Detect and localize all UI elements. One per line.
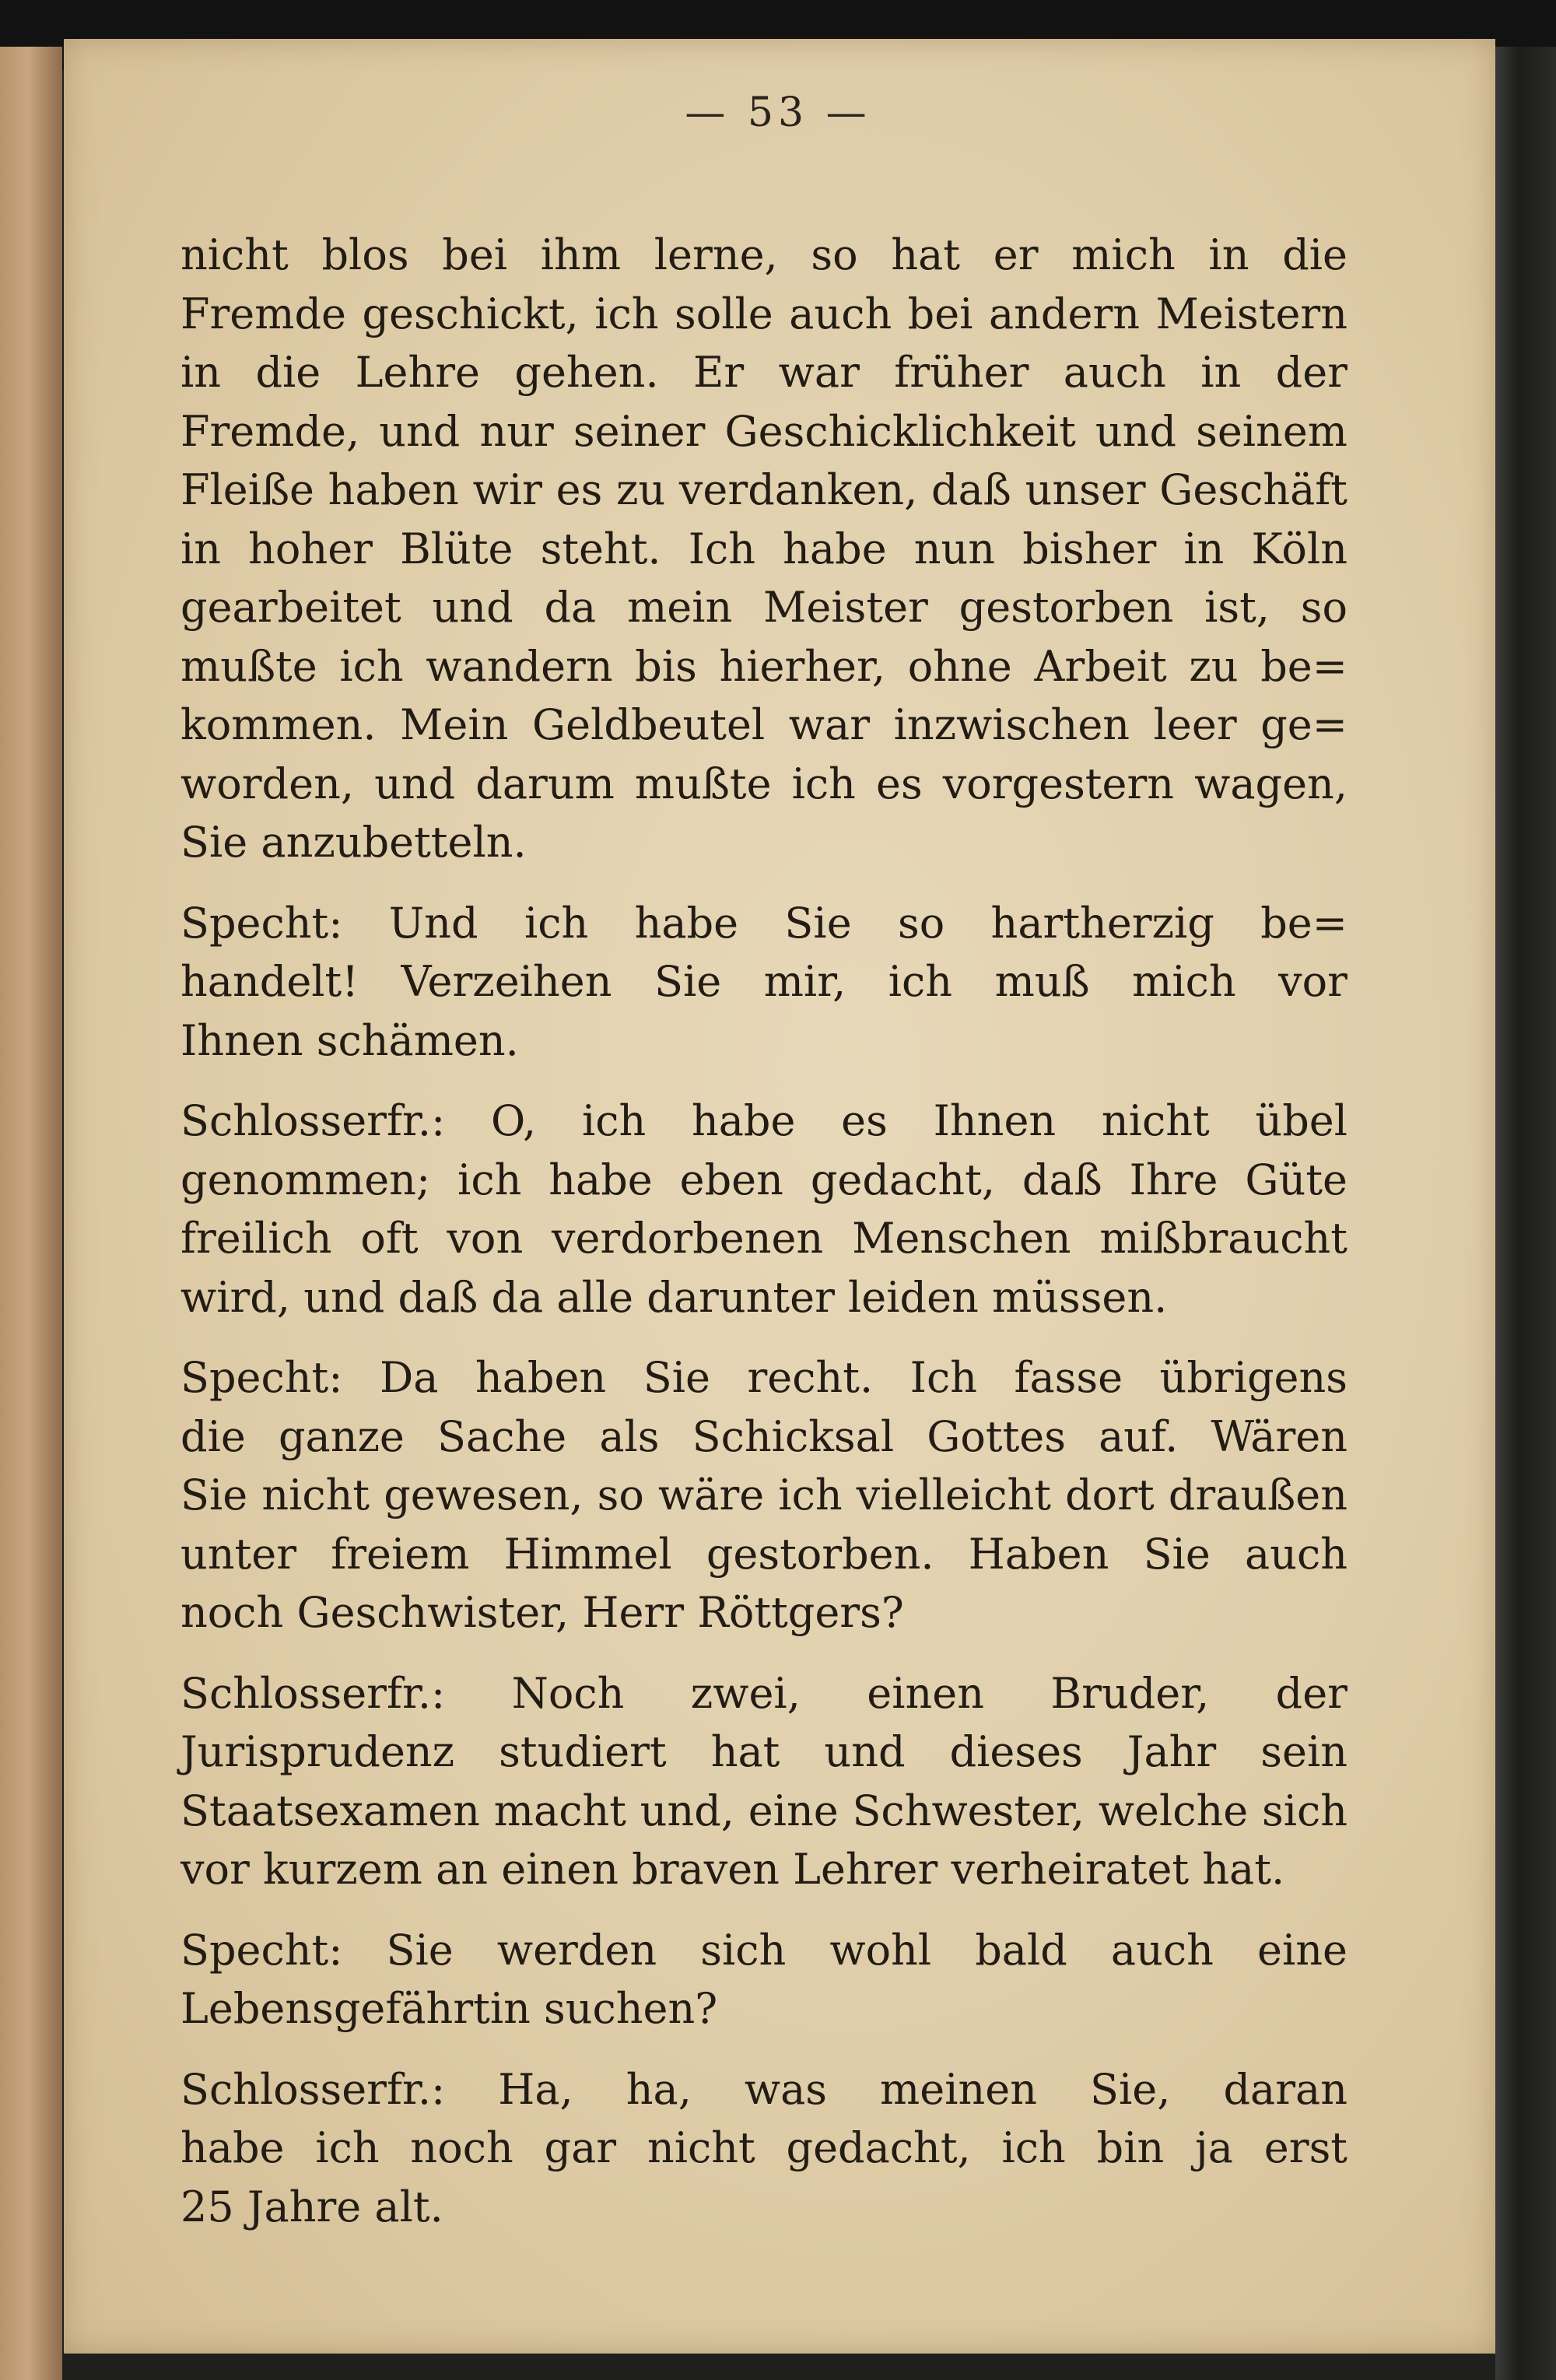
paragraph bbox=[180, 226, 1347, 872]
text-line: habe ich noch gar nicht gedacht, ich bin ja erst bbox=[180, 2123, 1347, 2172]
text-line: vor kurzem an einen braven Lehrer verheiratet hat. bbox=[180, 1845, 1285, 1894]
text-line: 25 Jahre alt. bbox=[180, 2182, 443, 2231]
text-line: Specht: Sie werden sich wohl bald auch eine bbox=[180, 1925, 1347, 1975]
text-line: Fleiße haben wir es zu verdanken, daß unser Geschäft bbox=[180, 465, 1347, 514]
text-line: wird, und daß da alle darunter leiden müssen. bbox=[180, 1272, 1168, 1322]
text-line: freilich oft von verdorbenen Menschen mißbraucht bbox=[180, 1214, 1347, 1263]
paragraph bbox=[180, 1921, 1347, 2038]
paragraph bbox=[180, 1664, 1347, 1899]
page-text bbox=[180, 226, 1347, 2236]
text-line: Lebensgefährtin suchen? bbox=[180, 1984, 718, 2033]
book-cover-edge bbox=[1495, 47, 1556, 2380]
paragraph bbox=[180, 2060, 1347, 2237]
page-number: — 53 — bbox=[685, 89, 871, 136]
paragraph bbox=[180, 894, 1347, 1071]
text-line: genommen; ich habe eben gedacht, daß Ihre Güte bbox=[180, 1155, 1347, 1204]
text-line: mußte ich wandern bis hierher, ohne Arbeit zu be= bbox=[180, 641, 1347, 691]
text-line: Schlosserfr.: Noch zwei, einen Bruder, der bbox=[180, 1668, 1347, 1718]
text-line: Sie anzubetteln. bbox=[180, 818, 527, 867]
text-line: die ganze Sache als Schicksal Gottes auf. Wären bbox=[180, 1411, 1347, 1461]
text-line: Jurisprudenz studiert hat und dieses Jahr sein bbox=[180, 1727, 1347, 1776]
text-line: kommen. Mein Geldbeutel war inzwischen leer ge= bbox=[180, 700, 1347, 749]
text-line: gearbeitet und da mein Meister gestorben ist, so bbox=[180, 583, 1347, 632]
text-line: Sie nicht gewesen, so wäre ich vielleicht dort draußen bbox=[180, 1470, 1347, 1519]
text-line: Fremde geschickt, ich solle auch bei andern Meistern bbox=[180, 289, 1347, 338]
text-line: in die Lehre gehen. Er war früher auch in der bbox=[180, 348, 1347, 397]
text-line: nicht blos bei ihm lerne, so hat er mich in die bbox=[180, 230, 1347, 279]
text-line: noch Geschwister, Herr Röttgers? bbox=[180, 1588, 904, 1637]
text-line: worden, und darum mußte ich es vorgestern wagen, bbox=[180, 759, 1347, 808]
text-line: in hoher Blüte steht. Ich habe nun bisher in Köln bbox=[180, 524, 1347, 573]
text-line: handelt! Verzeihen Sie mir, ich muß mich vor bbox=[180, 957, 1347, 1006]
paragraph bbox=[180, 1092, 1347, 1327]
text-line: Fremde, und nur seiner Geschicklichkeit und seinem bbox=[180, 406, 1347, 456]
text-line: Specht: Da haben Sie recht. Ich fasse übrigens bbox=[180, 1353, 1347, 1402]
text-line: unter freiem Himmel gestorben. Haben Sie auch bbox=[180, 1529, 1347, 1579]
text-line: Schlosserfr.: Ha, ha, was meinen Sie, daran bbox=[180, 2064, 1347, 2114]
text-line: Schlosserfr.: O, ich habe es Ihnen nicht übel bbox=[180, 1096, 1347, 1145]
text-line: Staatsexamen macht und, eine Schwester, welche sich bbox=[180, 1786, 1347, 1835]
text-line: Specht: Und ich habe Sie so hartherzig be= bbox=[180, 898, 1347, 948]
paragraph bbox=[180, 1348, 1347, 1642]
facing-page-edge bbox=[0, 47, 62, 2380]
text-line: Ihnen schämen. bbox=[180, 1015, 519, 1065]
